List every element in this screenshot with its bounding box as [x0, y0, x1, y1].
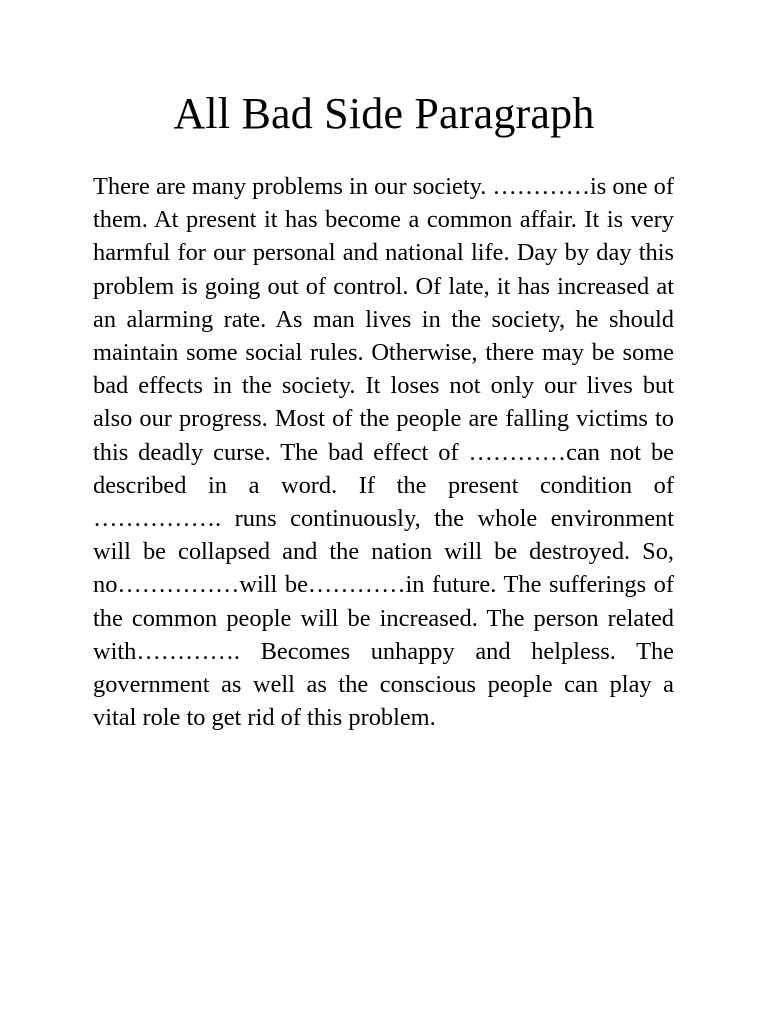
document-title: All Bad Side Paragraph	[173, 89, 595, 138]
document-paragraph: There are many problems in our society. …………is one of them. At present it has become a common affair. It is very harmful for our personal and national life. Day by day this problem is going out of control. Of late, it has increased at an alarming rate. As man lives in the society, he should maintain some social rules. Otherwise, there may be some bad effects in the society. It loses not only our lives but also our progress. Most of the people are falling victims to this deadly curse. The bad effect of …………can not be described in a word. If the present condition of ……………. runs continuously, the whole environment will be collapsed and the nation will be destroyed. So, no……………will be…………in future. The sufferings of the common people will be increased. The person related with…………. Becomes unhappy and helpless. The government as well as the conscious people can play a vital role to get rid of this problem.	[93, 173, 674, 732]
